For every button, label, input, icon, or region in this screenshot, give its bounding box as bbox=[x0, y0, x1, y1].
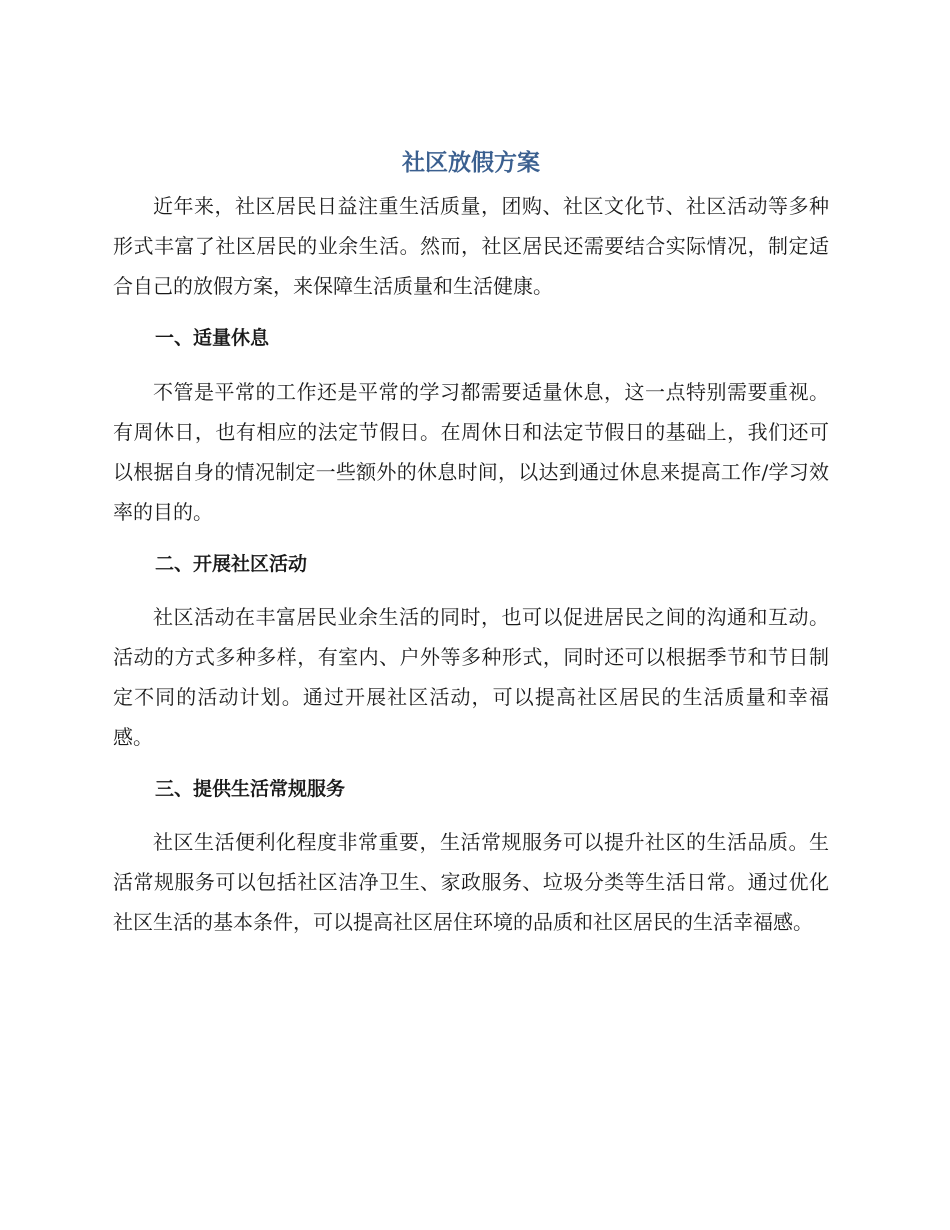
document-body bbox=[113, 146, 829, 942]
section-paragraph-rest: 不管是平常的工作还是平常的学习都需要适量休息，这一点特别需要重视。有周休日，也有相应的法定节假日。在周休日和法定节假日的基础上，我们还可以根据自身的情况制定一些额外的休息时间，以达到通过休息来提高工作/学习效率的目的。 bbox=[113, 380, 829, 524]
section-heading-activities: 二、开展社区活动 bbox=[155, 553, 308, 575]
section-paragraph-services: 社区生活便利化程度非常重要，生活常规服务可以提升社区的生活品质。生活常规服务可以包括社区洁净卫生、家政服务、垃圾分类等生活日常。通过优化社区生活的基本条件，可以提高社区居住环境的品质和社区居民的生活幸福感。 bbox=[113, 830, 829, 934]
intro-paragraph: 近年来，社区居民日益注重生活质量，团购、社区文化节、社区活动等多种形式丰富了社区居民的业余生活。然而，社区居民还需要结合实际情况，制定适合自己的放假方案，来保障生活质量和生活健康。 bbox=[113, 194, 829, 298]
document-title: 社区放假方案 bbox=[402, 150, 540, 176]
section-heading-rest: 一、适量休息 bbox=[155, 327, 270, 349]
section-paragraph-activities: 社区活动在丰富居民业余生活的同时，也可以促进居民之间的沟通和互动。活动的方式多种多样，有室内、户外等多种形式，同时还可以根据季节和节日制定不同的活动计划。通过开展社区活动，可以提高社区居民的生活质量和幸福感。 bbox=[113, 605, 829, 749]
section-heading-services: 三、提供生活常规服务 bbox=[155, 778, 346, 800]
